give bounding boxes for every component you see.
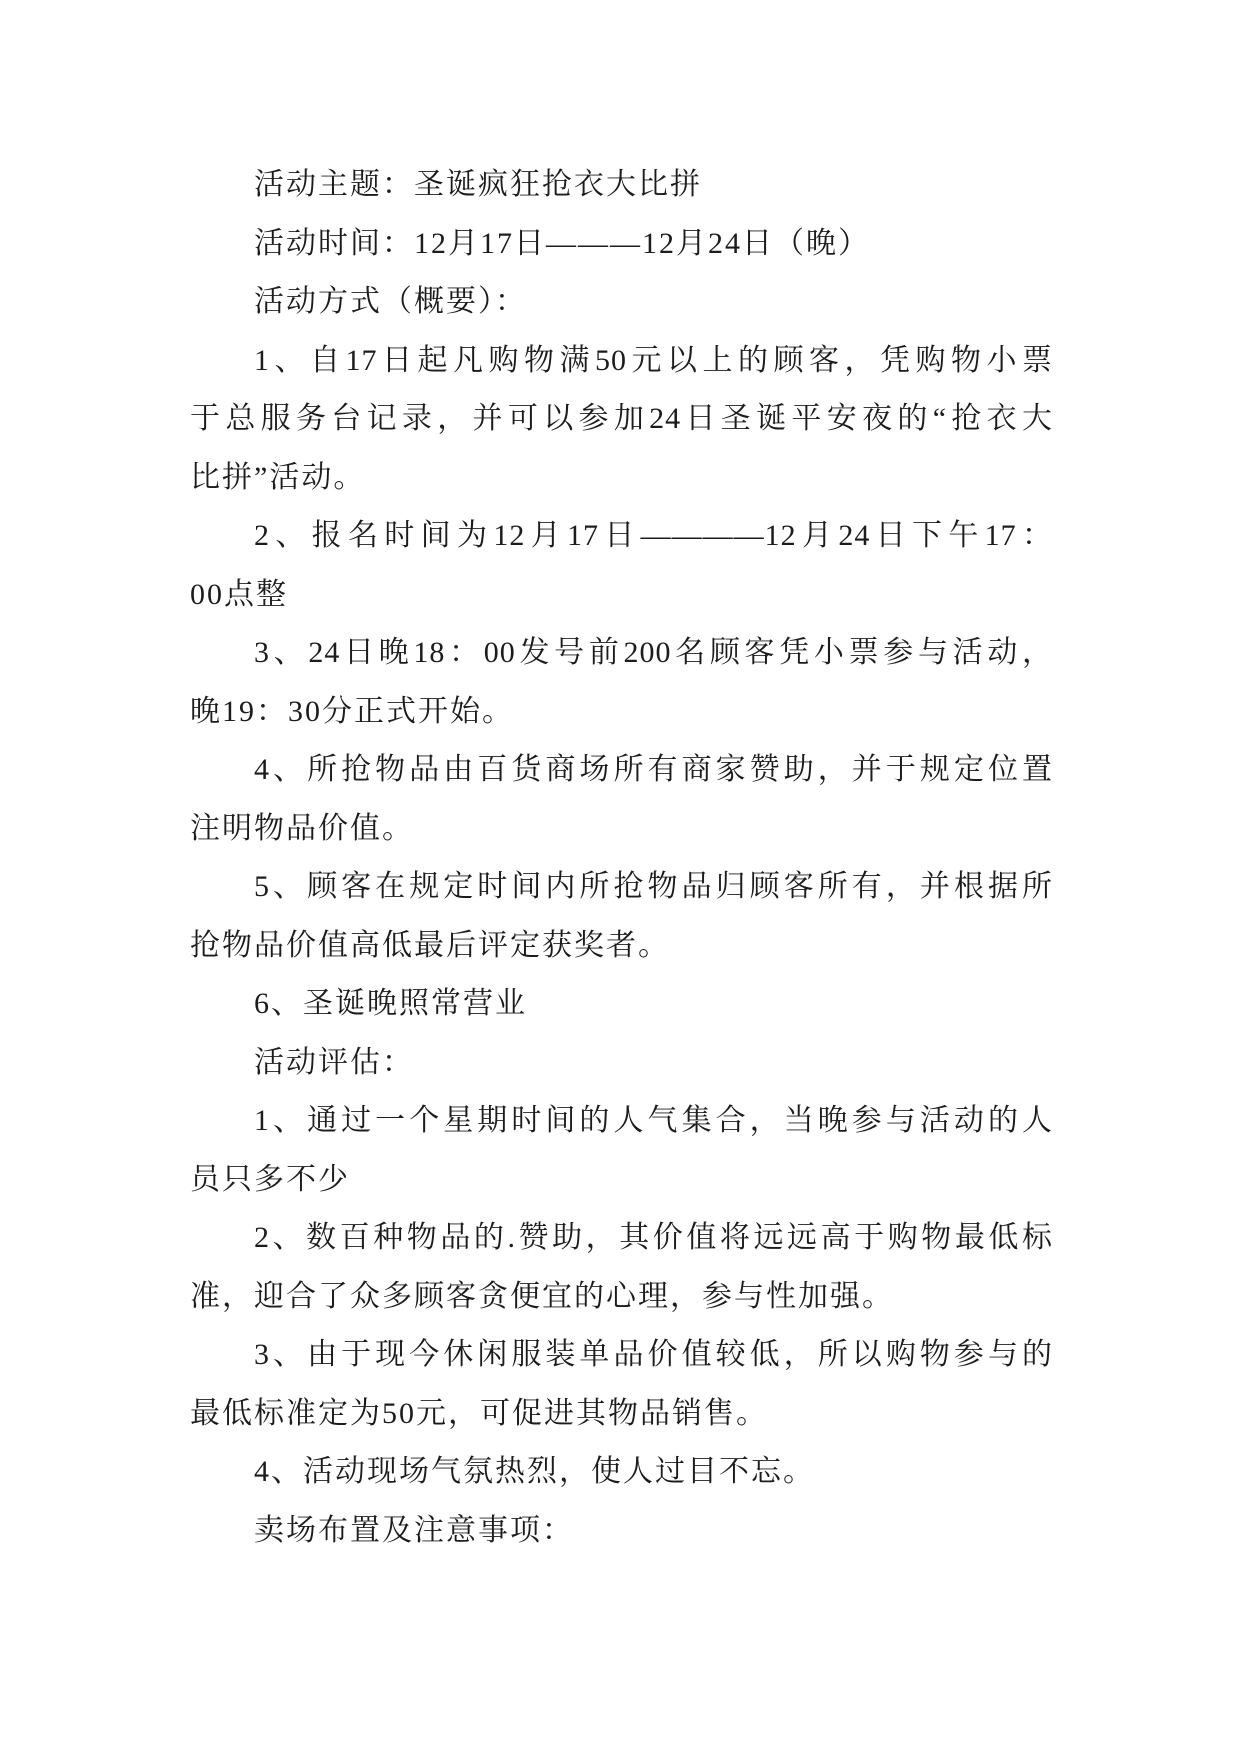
evaluation-item-1 [190, 1092, 1053, 1209]
text-line: 3、24日晚18：00发号前200名顾客凭小票参与活动， [254, 636, 1053, 669]
method-item-2 [190, 507, 1053, 624]
text-line: 3、由于现今休闲服装单品价值较低，所以购物参与的 [254, 1338, 1053, 1371]
method-item-5 [190, 858, 1053, 975]
text-line: 于总服务台记录，并可以参加24日圣诞平安夜的“抢衣大 [190, 402, 1053, 435]
evaluation-heading [190, 1034, 1053, 1093]
text-line: 1、自17日起凡购物满50元以上的顾客，凭购物小票 [254, 343, 1053, 377]
method-item-6 [190, 975, 1053, 1034]
activity-theme [190, 156, 1053, 215]
text-line: 4、所抢物品由百货商场所有商家赞助，并于规定位置 [254, 753, 1053, 786]
text-line: 活动时间：12月17日———12月24日（晚） [254, 226, 870, 260]
activity-method-heading [190, 273, 1053, 332]
method-item-4 [190, 741, 1053, 858]
text-line: 晚19：30分正式开始。 [190, 694, 514, 728]
text-line: 准，迎合了众多顾客贪便宜的心理，参与性加强。 [190, 1279, 894, 1313]
text-line: 活动方式（概要）： [254, 285, 527, 318]
evaluation-item-2 [190, 1209, 1053, 1326]
activity-time [190, 215, 1053, 274]
layout-notes-heading [190, 1502, 1053, 1561]
method-item-1 [190, 332, 1053, 508]
text-line: 比拼”活动。 [190, 460, 366, 494]
document-body [190, 156, 1053, 1560]
method-item-3 [190, 624, 1053, 741]
text-line: 2、数百种物品的.赞助，其价值将远远高于购物最低标 [254, 1221, 1053, 1254]
text-line: 抢物品价值高低最后评定获奖者。 [190, 928, 670, 962]
text-line: 员只多不少 [190, 1162, 350, 1196]
evaluation-item-4 [190, 1443, 1053, 1502]
text-line: 00点整 [190, 577, 288, 611]
text-line: 最低标准定为50元，可促进其物品销售。 [190, 1396, 768, 1430]
text-line: 6、圣诞晚照常营业 [254, 987, 527, 1020]
text-line: 注明物品价值。 [190, 811, 414, 845]
text-line: 1、通过一个星期时间的人气集合，当晚参与活动的人 [254, 1104, 1053, 1137]
text-line: 活动主题：圣诞疯狂抢衣大比拼 [254, 168, 702, 201]
evaluation-item-3 [190, 1326, 1053, 1443]
text-line: 卖场布置及注意事项： [254, 1513, 574, 1547]
text-line: 2、报名时间为12月17日————12月24日下午17： [254, 519, 1053, 552]
text-line: 活动评估： [254, 1045, 414, 1079]
text-line: 4、活动现场气氛热烈，使人过目不忘。 [254, 1455, 815, 1488]
text-line: 5、顾客在规定时间内所抢物品归顾客所有，并根据所 [254, 870, 1053, 903]
